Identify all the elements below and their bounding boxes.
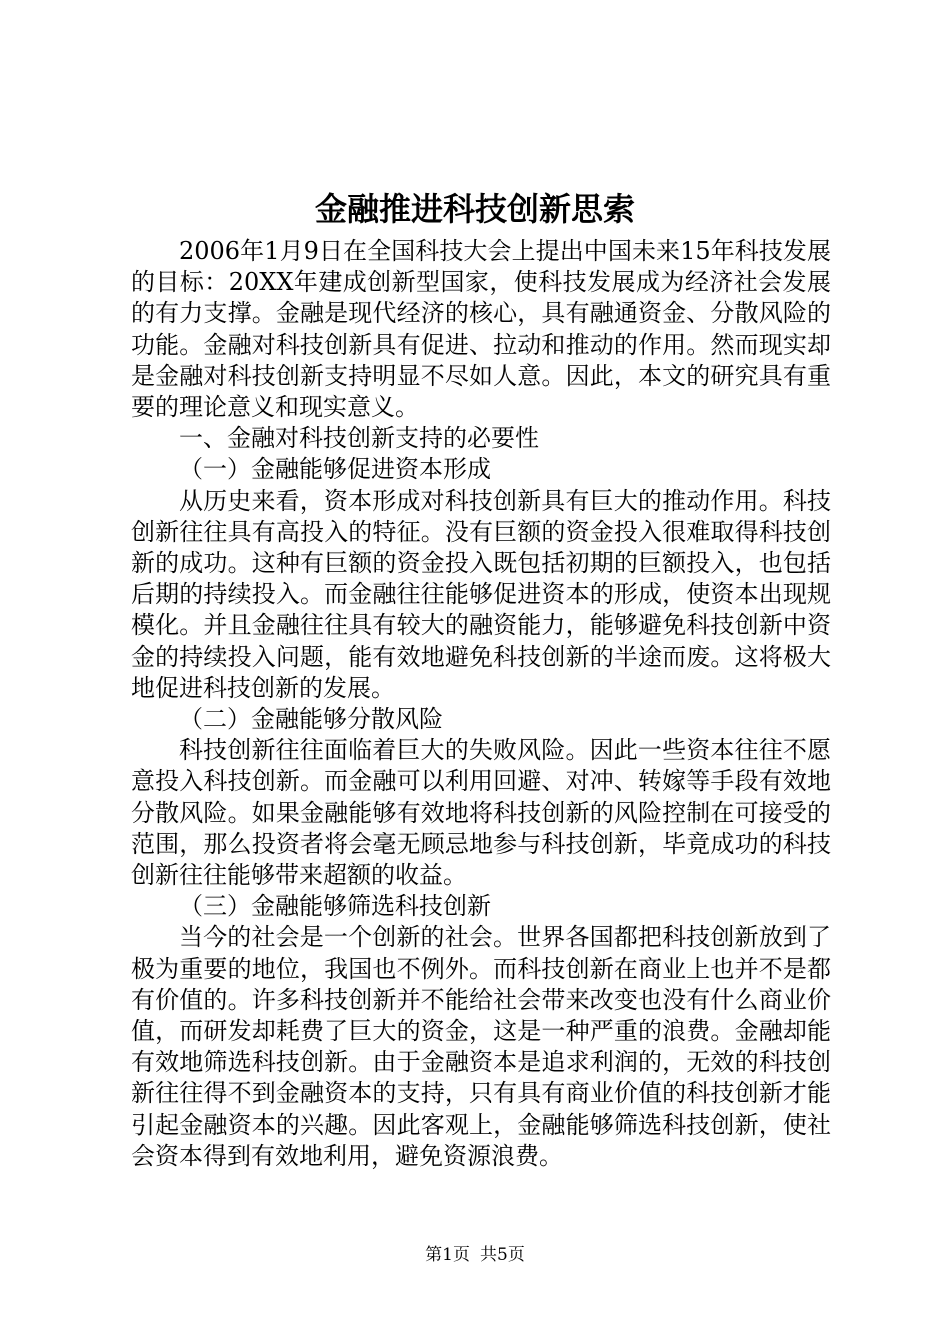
subsection-heading-3: （三）金融能够筛选科技创新 [179,892,491,921]
page-number: 第1页 [425,1245,470,1265]
paragraph-risk-diversification: 科技创新往往面临着巨大的失败风险。因此一些资本往往不愿意投入科技创新。而金融可以利用回避、对冲、转嫁等手段有效地分散风险。如果金融能够有效地将科技创新的风险控制在可接受的范围，那么投资者将会毫无顾忌地参与科技创新，毕竟成功的科技创新往往能够带来超额的收益。 [131,736,831,890]
subsection-heading-1: （一）金融能够促进资本形成 [179,455,491,484]
paragraph-intro: 2006年1月9日在全国科技大会上提出中国未来15年科技发展的目标：20XX年建成创新型国家，使科技发展成为经济社会发展的有力支撑。金融是现代经济的核心，具有融通资金、分散风险的功能。金融对科技创新具有促进、拉动和推动的作用。然而现实却是金融对科技创新支持明显不尽如人意。因此，本文的研究具有重要的理论意义和现实意义。 [131,237,831,422]
subsection-heading-2: （二）金融能够分散风险 [179,705,443,734]
paragraph-innovation-screening: 当今的社会是一个创新的社会。世界各国都把科技创新放到了极为重要的地位，我国也不例外。而科技创新在商业上也并不是都有价值的。许多科技创新并不能给社会带来改变也没有什么商业价值，而研发却耗费了巨大的资金，这是一种严重的浪费。金融却能有效地筛选科技创新。由于金融资本是追求利润的，无效的科技创新往往得不到金融资本的支持，只有具有商业价值的科技创新才能引起金融资本的兴趣。因此客观上，金融能够筛选科技创新，使社会资本得到有效地利用，避免资源浪费。 [131,923,831,1170]
paragraph-capital-formation: 从历史来看，资本形成对科技创新具有巨大的推动作用。科技创新往往具有高投入的特征。没有巨额的资金投入很难取得科技创新的成功。这种有巨额的资金投入既包括初期的巨额投入，也包括后期的持续投入。而金融往往能够促进资本的形成，使资本出现规模化。并且金融往往具有较大的融资能力，能够避免科技创新中资金的持续投入问题，能有效地避免科技创新的半途而废。这将极大地促进科技创新的发展。 [131,486,831,702]
section-heading-1: 一、金融对科技创新支持的必要性 [179,424,539,453]
document-body [131,236,831,1172]
document-title: 金融推进科技创新思索 [314,190,635,228]
page-total: 共5页 [480,1245,525,1265]
page-footer [0,1243,950,1267]
